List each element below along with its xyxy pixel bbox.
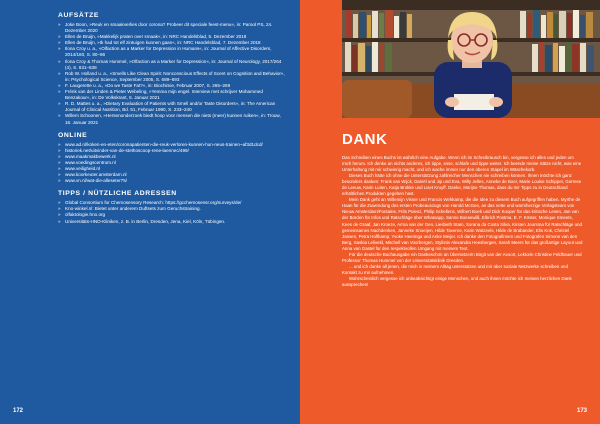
reference-text: www.veiligheid.nl	[65, 165, 100, 171]
bullet-icon: »	[58, 206, 61, 212]
bullet-icon: »	[58, 34, 61, 40]
reference-text: Ellen de Bruijn, »Makkelijk praten over smaak«, in: NRC Handelsblad, 5. Dezember 2018	[65, 34, 247, 40]
section-heading: TIPPS / NÜTZLICHE ADRESSEN	[58, 190, 177, 198]
reference-list	[58, 22, 286, 126]
paragraph: Wahrscheinlich vergesse ich unbeabsichtigt einige Menschen, und auch ihnen möchte ich meinen herzlichen Dank aussprechen!	[342, 275, 572, 287]
reference-text: Kno-winkel.nl: Bietet unter anderem Duftsets zum Geruchstraining.	[65, 206, 201, 212]
reference-item	[58, 59, 286, 71]
reference-text: Global Consortium for Chemosensory Research: https://gcchemosensr.org/surveys/de/	[65, 200, 242, 206]
bullet-icon: »	[58, 172, 61, 178]
page-number-left: 172	[13, 408, 24, 414]
bullet-icon: »	[58, 58, 61, 64]
reference-list	[58, 200, 286, 224]
page-number-right: 173	[576, 408, 587, 414]
reference-text: Rob W. Holland u. a., »Smells Like Clean Spirit: Nonconscious Effects of Scent on Cognition and Behavior«, in: Psychological Science, September 2005, S. 689–693	[65, 70, 285, 82]
bullet-icon: »	[58, 153, 61, 159]
section-heading: ONLINE	[58, 131, 88, 139]
bullet-icon: »	[58, 141, 61, 147]
reference-text: www.maakmakbewerk.nl	[65, 153, 116, 159]
reference-text: www.ad.nl/koken-en-eten/coronapatienten-die-reuk-verloren-kunnen-hun-neus-trainen~af3d1dcd/	[65, 141, 263, 147]
bullet-icon: »	[58, 159, 61, 165]
paragraph: Mein Dank geht an Willemijn Visser und Francis Wehkamp, die die Idee zu diesem Buch aufgegriffen haben. Myrthe de Haan für die Zuwendung des ersten Probeauszugs von Harold McGee, an das nette und warmherzige Verlagsteam von Nieuw Amsterdam/Fontaine, Frits Poiesz, Philip Schellens, Wilbert Boek und Dick Kooper für das kritische Lesen, Jan van der Borden für Infos und Ratschläge über Whatsapp, Sanne Boesewilli, Elbrich Postma, E. F. Köster, Monique Smeets, Kees de Graaf, Jan Kroeze, Arma van der Gen, Liesbeth Stam, Sorana da Costa Silva, Kirsten Joorsma für Ratschläge und gemeinsames Nachdenken, Janneke Snoeijen, Hilde Taverne, Karin Watzeels, Hilde de Brabander, Elis Kok, Christel Jansen, Petra Hoffkamp, Yvoke Heeringa und Anke Meijer. Ich danke den Fotografinnen und Fotografen Simone van den Berg, Saskia Leliveld, Mitchell van Voorbergen, Stylistin Alexandra Heesbergen, Sarah Meers für das großartige Layout und Anna van Gastel für den respektvollen Umgang mit meinem Text.	[342, 197, 583, 251]
reference-text: www.voedingscentrum.nl	[65, 159, 116, 165]
right-page	[300, 0, 600, 424]
reference-item	[58, 101, 286, 113]
reference-item	[58, 46, 286, 58]
bullet-icon: »	[58, 218, 61, 224]
reference-list	[58, 142, 286, 185]
paragraph: Für die deutsche Buchausgabe ein Dankeschön an Übersetzerin Birgit van der Avoort, Lektorin Christine Feldhauer und Professor Thomas Hummel von der Universitätsklinik Dresden.	[342, 251, 582, 263]
reference-item	[58, 178, 286, 184]
reference-item	[58, 113, 286, 125]
bullet-icon: »	[58, 147, 61, 153]
section-heading: AUFSÄTZE	[58, 12, 100, 19]
reference-item	[58, 89, 286, 101]
reference-text: historiek.net/uitvinder-van-de-stethoscoop-rene-laennec/499/	[65, 147, 189, 153]
bullet-icon: »	[58, 89, 61, 95]
reference-item	[58, 71, 286, 83]
bullet-icon: »	[58, 40, 61, 46]
reference-text: Universitäts-HNO-Kliniken, z. B. in Berlin, Dresden, Jena, Kiel, Köln, Tübingen.	[65, 218, 226, 224]
acknowledgements-heading: DANK	[342, 131, 388, 148]
reference-text: Ellen de Bruijn, »Ik had tot elf zintuigen kunnen gaan«, in: NRC Handelsblad, 7. Dezember 2018	[65, 40, 261, 46]
bullet-icon: »	[58, 82, 61, 88]
author-portrait	[342, 0, 600, 118]
author-portrait-image	[342, 0, 600, 118]
reference-text: olfaktologie.hno.org	[65, 212, 106, 218]
bullet-icon: »	[58, 70, 61, 76]
bullet-icon: »	[58, 22, 61, 27]
bullet-icon: »	[58, 212, 61, 218]
left-page-content	[58, 12, 286, 225]
bullet-icon: »	[58, 178, 61, 184]
reference-item	[58, 219, 286, 225]
bullet-icon: »	[58, 46, 61, 52]
bullet-icon: »	[58, 200, 61, 206]
reference-item	[58, 22, 286, 34]
reference-text: Frénk van der Linden & Pieter Webeling, »Yemma mijn engel. Interview met schrijver Mohammed Benzakour«, in: De Volkskrant, 5. Januar 2021	[65, 89, 263, 101]
bullet-icon: »	[58, 165, 61, 171]
paragraph: Dieses Buch hätte ich ohne die Unterstützung zahlreicher Menschen nie schreiben können. Ihnen möchte ich ganz besonders danken: Frank van Wijck, Daniël und Jip und Eva, Willy Jelles, Anneke de Boer, Marie Louise Schipper, Gerrese de Leeuw, Karin Luiten, Katja Brokke und Liset Kruyff. Danke, Marijne Thomas, dass du mir Tipps zu in Deutschland erhältlichen Produkten gegeben hast.	[342, 173, 582, 197]
paragraph: Das Schreiben eines Buchs ist wahrlich eine Aufgabe. Wenn ich im Schreibrausch bin, vergesse ich alles und jeden um mich herum. Ich denke an nichts anderes, ich tippe, esse, schlafe und tippe weiter. Ich beende meine Sätze nicht, was eine Unterhaltung mit mir schwierig macht, und ich wache immer nur den oberen Stapel im Wäschekorb.	[342, 155, 582, 173]
reference-text: Joke Boon, »Reuk en smaakverlies door corona? Probeer dit speciale feest-menu«, in: Parool PS, 24. Dezember 2020	[65, 22, 273, 34]
reference-text: Ilona Croy u. a., »Olfaction as a Marker for Depression in Humans«, in: Journal of Affective Disorders, 2014/160, S. 80–86	[65, 46, 272, 58]
bullet-icon: »	[58, 113, 61, 119]
acknowledgements-text	[342, 155, 584, 288]
reference-text: Ilona Croy & Thomas Hummel, »Olfaction as a Marker for Depression«, in: Journal of Neurology, 2017/264 (4), S. 631–638	[65, 58, 282, 70]
reference-text: Willem Schoonen, »Hersenonderzoek biedt hoop voor mensen die niets (meer) kunnen ruiken«, in: Trouw, 16. Januar 2021	[65, 113, 281, 125]
reference-text: www.vn.nl/wat-die-alleseter75/	[65, 178, 128, 184]
reference-text: www.koorkeuter.amsterdam.nl	[65, 172, 127, 178]
reference-text: F. Laugerette u. a., »Do we Taste Fat?«, in: Biochimie, Februar 2007, S. 265–269	[65, 82, 231, 88]
reference-text: R. D. Mattes u. a., »Dietary Evaluation of Patients with Smell and/or Taste Disorders«, in: The American Journal of Clinical Nutrition, Bd. 51, Februar 1990, S. 233–240	[65, 101, 276, 113]
paragraph: ... und ich danke all jenen, die mich in meinem Alltag unterstützen und mir über soziale Netzwerke schreiben und Kontakt zu mir aufnehmen.	[342, 263, 568, 275]
bullet-icon: »	[58, 101, 61, 107]
